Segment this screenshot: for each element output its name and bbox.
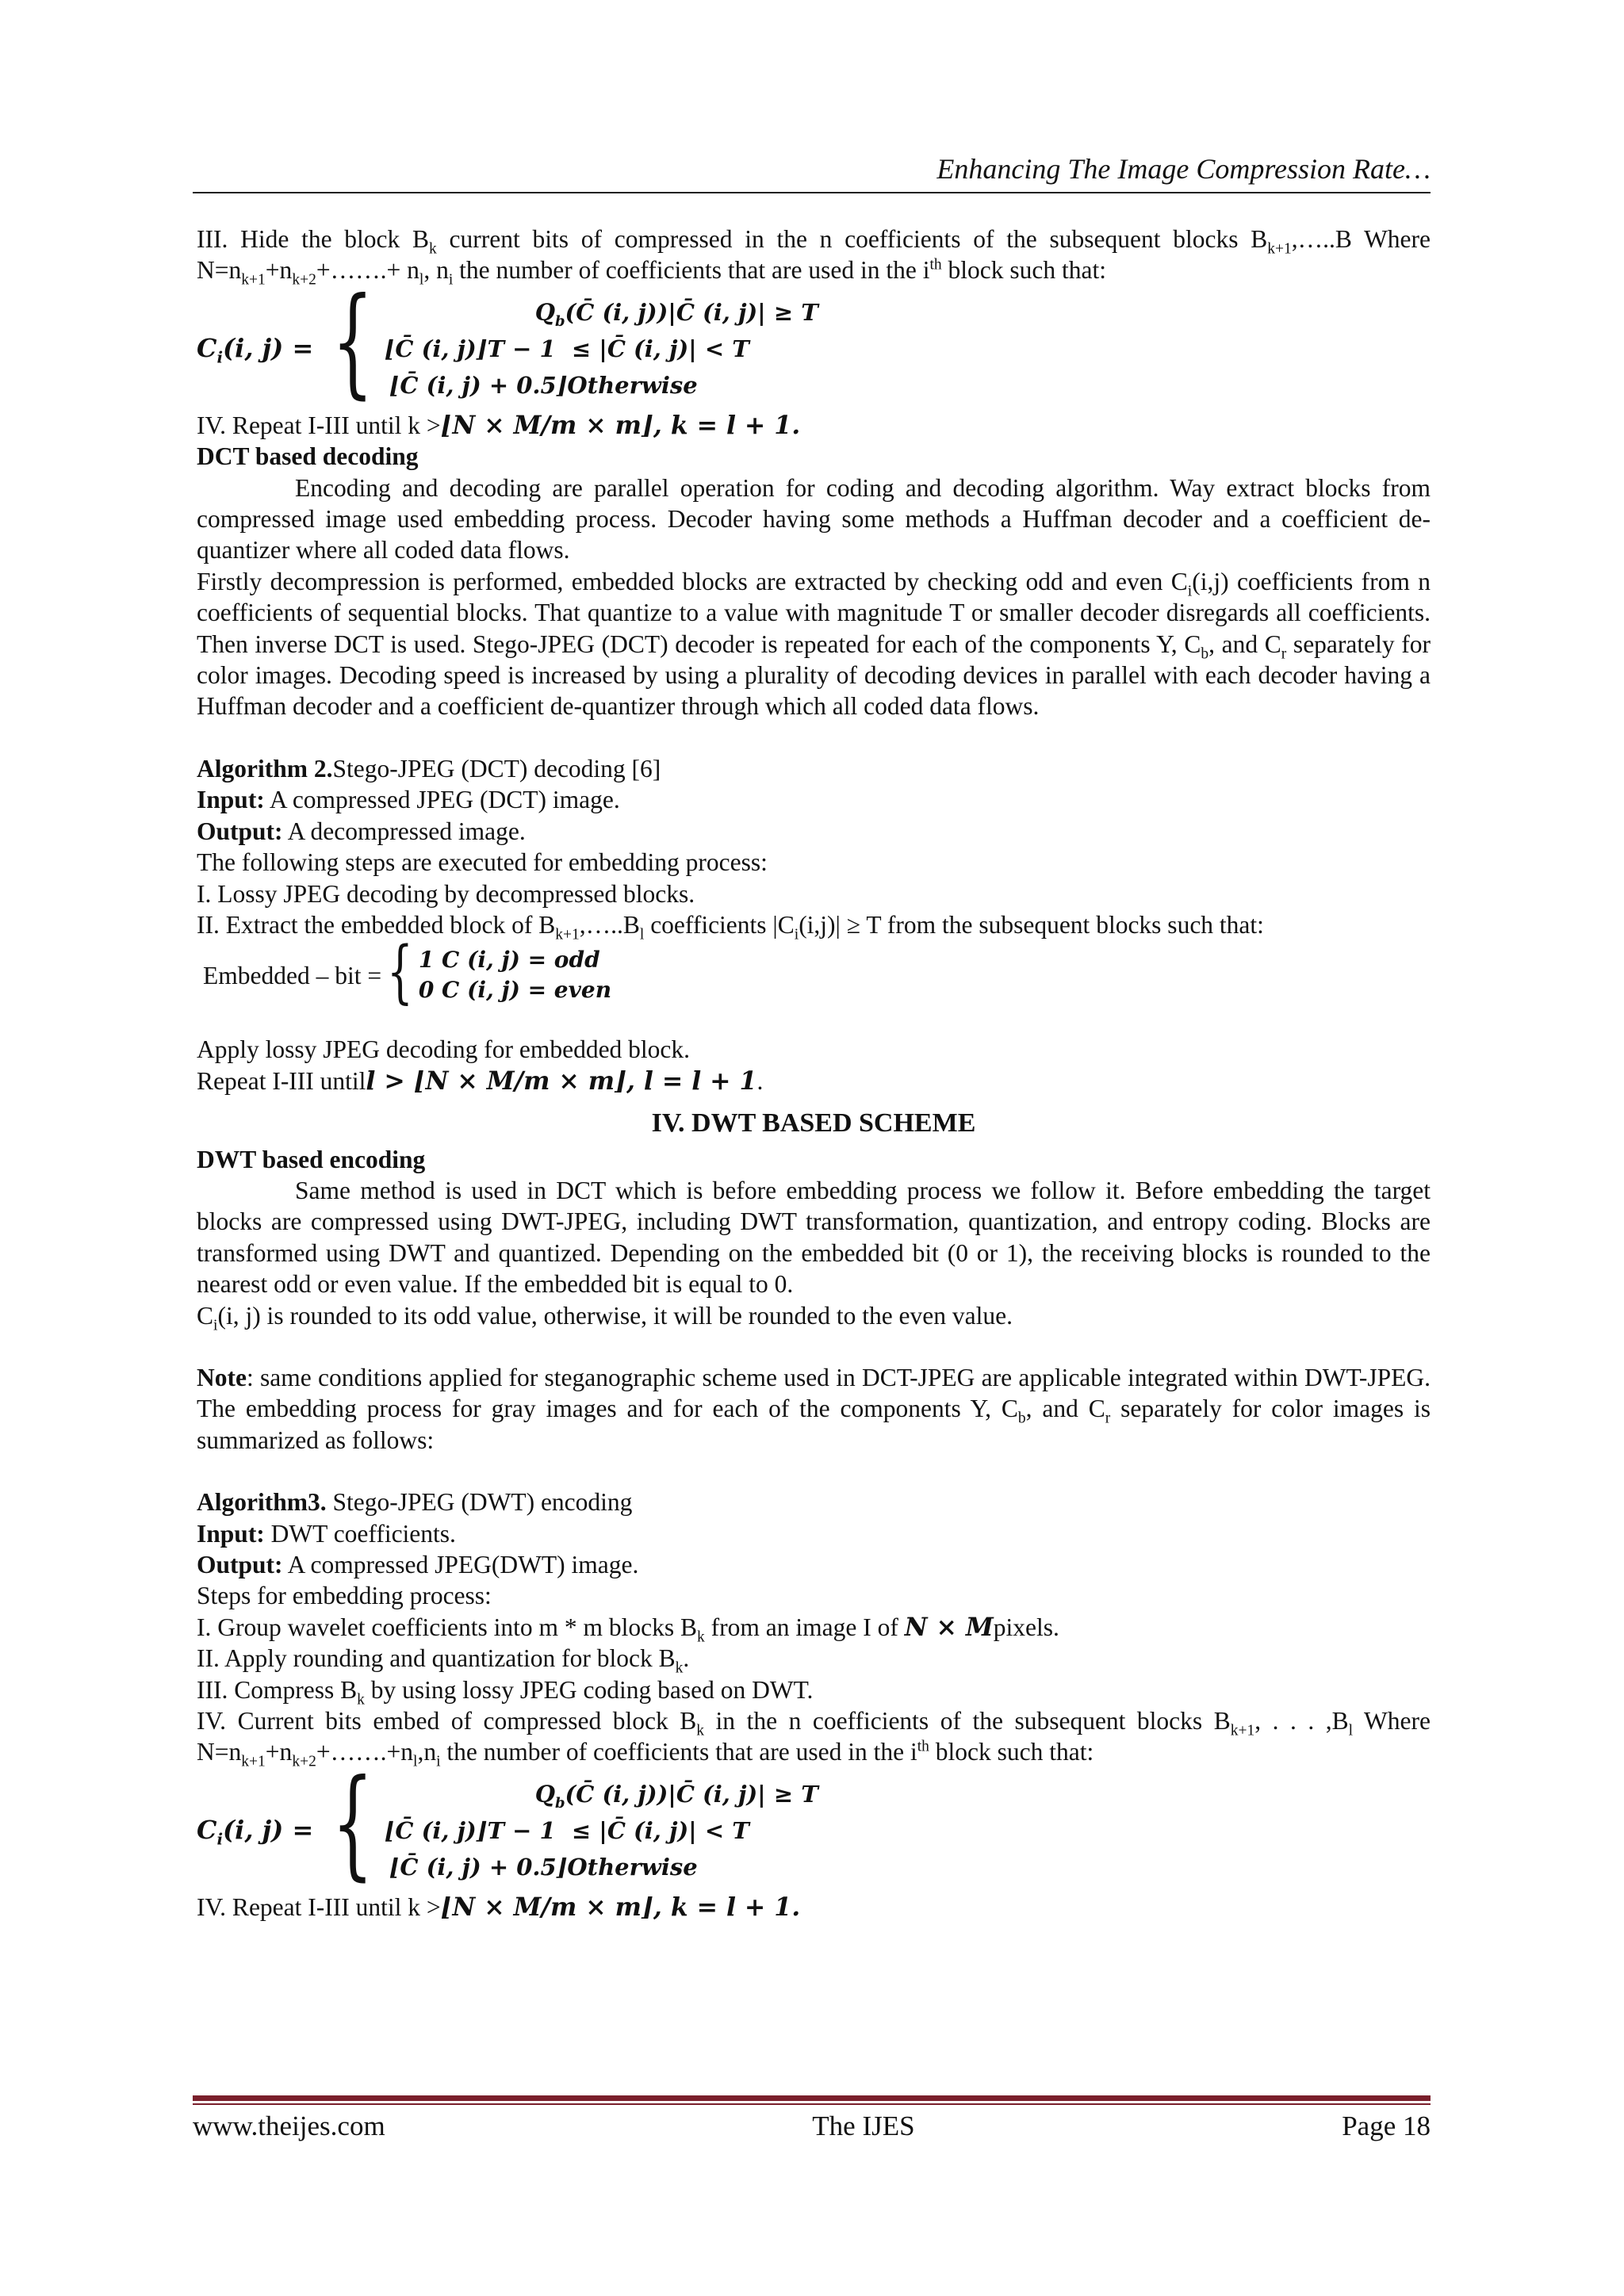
dct-decoding-paragraph-1: Encoding and decoding are parallel operation for coding and decoding algorithm. Way extract blocks from compressed image used embedding process. Decoder having some methods a Huffman decoder and a coefficient de-quantizer where all coded data flows.	[197, 473, 1431, 564]
page-footer	[193, 2110, 1431, 2142]
quantization-equation-1: $C_i(i$, j) = { $Q_b(C̄$ (i, j))|C̄ (i, j)| ≥ T ⌊C̄ (i, j)⌋T − 1 ≤ |C̄ (i, j)| < T ⌊C̄ (i, j) + 0.5⌋Otherwise	[197, 272, 818, 411]
algorithm-2-apply: Apply lossy JPEG decoding for embedded block.	[197, 1035, 691, 1064]
algorithm-3-step-1: I. Group wavelet coefficients into m * m blocks $B_k$ from an image I of N × Mpixels.	[197, 1612, 1059, 1646]
header-rule	[193, 192, 1431, 193]
algorithm-3-output: Output: A compressed JPEG(DWT) image.	[197, 1551, 639, 1578]
algorithm-2-step-1: I. Lossy JPEG decoding by decompressed blocks.	[197, 879, 695, 908]
algorithm-3-step-4: IV. Current bits embed of compressed block $B_k$ in the n coefficients of the subsequent blocks $B_{k+1}$, . . . $,B_l$ Where $N=n_{k+1}+n_{k+2}+\dots\dots.+n_l,n_i$ the number of coefficients that are used in the $i^{th}$ block such that:	[197, 1707, 1431, 1770]
quantization-equation-2: $C_i(i$, j) = { $Q_b(C̄$ (i, j))|C̄ (i, j)| ≥ T ⌊C̄ (i, j)⌋T − 1 ≤ |C̄ (i, j)| < T ⌊C̄ (i, j) + 0.5⌋Otherwise	[197, 1754, 818, 1892]
algorithm-3-input: Input: DWT coefficients.	[197, 1519, 456, 1548]
algorithm-2-title: Algorithm 2.Stego-JPEG (DCT) decoding [6]	[197, 754, 661, 783]
footer-rule-thin	[193, 2103, 1431, 2105]
dwt-encoding-paragraph-1: Same method is used in DCT which is before embedding process we follow it. Before embedding the target blocks are compressed using DWT-JPEG, including DWT transformation, quantization, and entropy coding. Blocks are transformed using DWT and quantized. Depending on the embedded bit (0 or 1), the receiving blocks is rounded to the nearest odd or even value. If the embedded bit is equal to 0.	[197, 1176, 1431, 1299]
repeat-step-1: IV. Repeat I-III until k >⌊N × M/m × m⌋, k = l + 1.	[197, 410, 801, 440]
repeat-step-2: IV. Repeat I-III until k >⌊N × M/m × m⌋, k = l + 1.	[197, 1892, 801, 1922]
dwt-encoding-heading: DWT based encoding	[197, 1145, 426, 1173]
algorithm-2-output: Output: A decompressed image.	[197, 817, 526, 845]
dct-decoding-paragraph-2: Firstly decompression is performed, embedded blocks are extracted by checking odd and even $C_i(i,j)$ coefficients from n coefficients of sequential blocks. That quantize to a value with magnitude T or smaller decoder disregards all coefficients. Then inverse DCT is used. Stego-JPEG (DCT) decoder is repeated for each of the components Y, $C_b$, and $C_r$ separately for color images. Decoding speed is increased by using a plurality of decoding devices in parallel with each decoder having a Huffman decoder and a coefficient de-quantizer through which all coded data flows.	[197, 567, 1431, 721]
algorithm-2-input: Input: A compressed JPEG (DCT) image.	[197, 786, 620, 814]
dct-decoding-heading: DCT based decoding	[197, 442, 419, 471]
algorithm-3-step-3: III. Compress $B_k$ by using lossy JPEG coding based on DWT.	[197, 1675, 814, 1708]
embedded-bit-equation: Embedded – bit = { 1 C (i, j) = odd 0 C (i, j) = even	[203, 932, 612, 1012]
algorithm-2-steps-intro: The following steps are executed for embedding process:	[197, 848, 768, 877]
step3-paragraph: III. Hide the block $B_k$ current bits of compressed in the n coefficients of the subsequent blocks $B_{k+1},\dots..B$ Where $N=n_{k+1}+n_{k+2}+\dots\dots.+ n_l$, $n_i$ the number of coefficients that are used in the $i^{th}$ block such that:	[197, 225, 1431, 289]
algorithm-3-title: Algorithm3. Stego-JPEG (DWT) encoding	[197, 1488, 633, 1517]
footer-website: www.theijes.com	[193, 2110, 385, 2141]
footer-page-number: Page 18	[1342, 2110, 1431, 2141]
footer-journal: The IJES	[812, 2110, 915, 2141]
algorithm-2-step-2: II. Extract the embedded block of $B_{k+1},\dots..B_l$ coefficients $|C_i(i,j)| \ge T$ from the subsequent blocks such that:	[197, 910, 1264, 943]
algorithm-3-steps-intro: Steps for embedding process:	[197, 1582, 492, 1610]
algorithm-2-repeat: Repeat I-III untill > ⌊N × M/m × m⌋, l = l + 1.	[197, 1066, 764, 1096]
dwt-encoding-paragraph-2: $C_i(i$, j) is rounded to its odd value, otherwise, it will be rounded to the even value.	[197, 1301, 1013, 1334]
running-head-title: Enhancing The Image Compression Rate…	[936, 153, 1431, 185]
footer-rule-thick	[193, 2095, 1431, 2101]
page-body	[197, 224, 1431, 1923]
section-4-title: IV. DWT BASED SCHEME	[651, 1108, 976, 1138]
algorithm-3-step-2: II. Apply rounding and quantization for block $B_k$.	[197, 1644, 690, 1677]
note-paragraph: Note: same conditions applied for steganographic scheme used in DCT-JPEG are applicable integrated within DWT-JPEG. The embedding process for gray images and for each of the components Y, $C_b$, and $C_r$ separately for color images is summarized as follows:	[197, 1363, 1431, 1454]
